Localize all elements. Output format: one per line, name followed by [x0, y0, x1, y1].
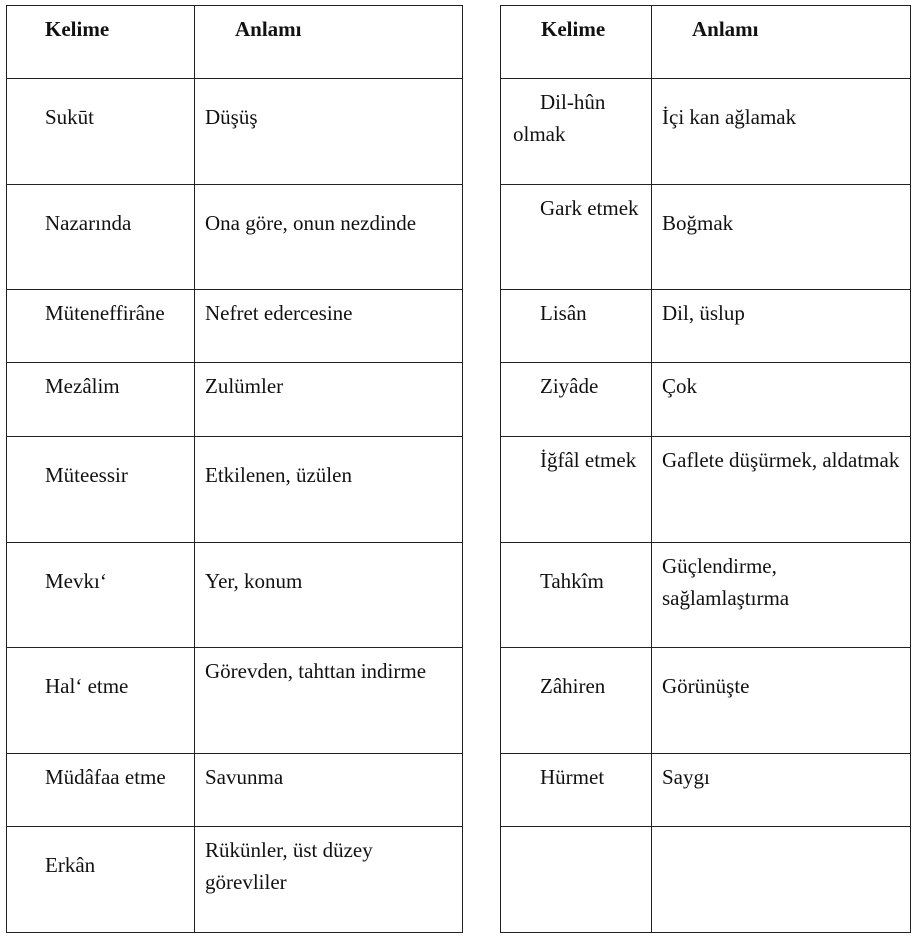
- word-cell: Erkân: [7, 827, 195, 933]
- word-cell: Zâhiren: [501, 648, 652, 754]
- meaning-cell: [652, 827, 911, 933]
- table-row: [501, 437, 911, 543]
- word-cell: Sukūt: [7, 79, 195, 185]
- table-header-row: [7, 6, 463, 79]
- table-row: [501, 363, 911, 437]
- table-row: [501, 648, 911, 754]
- word-cell: İğfâl etmek: [501, 437, 652, 543]
- table-row: [7, 437, 463, 543]
- word-cell: Müdâfaa etme: [7, 754, 195, 827]
- meaning-cell: Savunma: [195, 754, 463, 827]
- word-cell: Mevkı‘: [7, 543, 195, 648]
- table-row: [501, 79, 911, 185]
- table-row: [501, 185, 911, 290]
- glossary-table-right: [500, 5, 911, 933]
- meaning-cell: Ona göre, onun nezdinde: [195, 185, 463, 290]
- table-row: [501, 827, 911, 933]
- glossary-table-left: [6, 5, 463, 933]
- meaning-cell: Görevden, tahttan indirme: [195, 648, 463, 754]
- word-cell: Ziyâde: [501, 363, 652, 437]
- meaning-cell: İçi kan ağlamak: [652, 79, 911, 185]
- header-meaning: Anlamı: [195, 6, 463, 79]
- header-meaning: Anlamı: [652, 6, 911, 79]
- table-row: [501, 290, 911, 363]
- table-row: [7, 185, 463, 290]
- word-cell: Hürmet: [501, 754, 652, 827]
- meaning-cell: Etkilenen, üzülen: [195, 437, 463, 543]
- header-word: Kelime: [7, 6, 195, 79]
- table-row: [7, 79, 463, 185]
- meaning-cell: Nefret edercesine: [195, 290, 463, 363]
- table-row: [7, 827, 463, 933]
- meaning-cell: Saygı: [652, 754, 911, 827]
- meaning-cell: Görünüşte: [652, 648, 911, 754]
- table-row: [7, 754, 463, 827]
- meaning-cell: Rükünler, üst düzey görevliler: [195, 827, 463, 933]
- word-cell: Dil-hûn olmak: [501, 79, 652, 185]
- meaning-cell: Gaflete düşürmek, aldatmak: [652, 437, 911, 543]
- table-row: [501, 543, 911, 648]
- meaning-cell: Yer, konum: [195, 543, 463, 648]
- word-cell: Lisân: [501, 290, 652, 363]
- word-cell: Hal‘ etme: [7, 648, 195, 754]
- meaning-cell: Boğmak: [652, 185, 911, 290]
- word-cell: Müteessir: [7, 437, 195, 543]
- meaning-cell: Düşüş: [195, 79, 463, 185]
- table-row: [7, 648, 463, 754]
- word-cell: Gark etmek: [501, 185, 652, 290]
- word-cell: Mezâlim: [7, 363, 195, 437]
- word-cell: Müteneffirâne: [7, 290, 195, 363]
- table-row: [7, 290, 463, 363]
- header-word: Kelime: [501, 6, 652, 79]
- word-cell: Nazarında: [7, 185, 195, 290]
- meaning-cell: Dil, üslup: [652, 290, 911, 363]
- word-cell: Tahkîm: [501, 543, 652, 648]
- table-row: [7, 363, 463, 437]
- table-header-row: [501, 6, 911, 79]
- table-row: [7, 543, 463, 648]
- meaning-cell: Zulümler: [195, 363, 463, 437]
- meaning-cell: Çok: [652, 363, 911, 437]
- word-cell: [501, 827, 652, 933]
- meaning-cell: Güçlendirme, sağlamlaştırma: [652, 543, 911, 648]
- table-row: [501, 754, 911, 827]
